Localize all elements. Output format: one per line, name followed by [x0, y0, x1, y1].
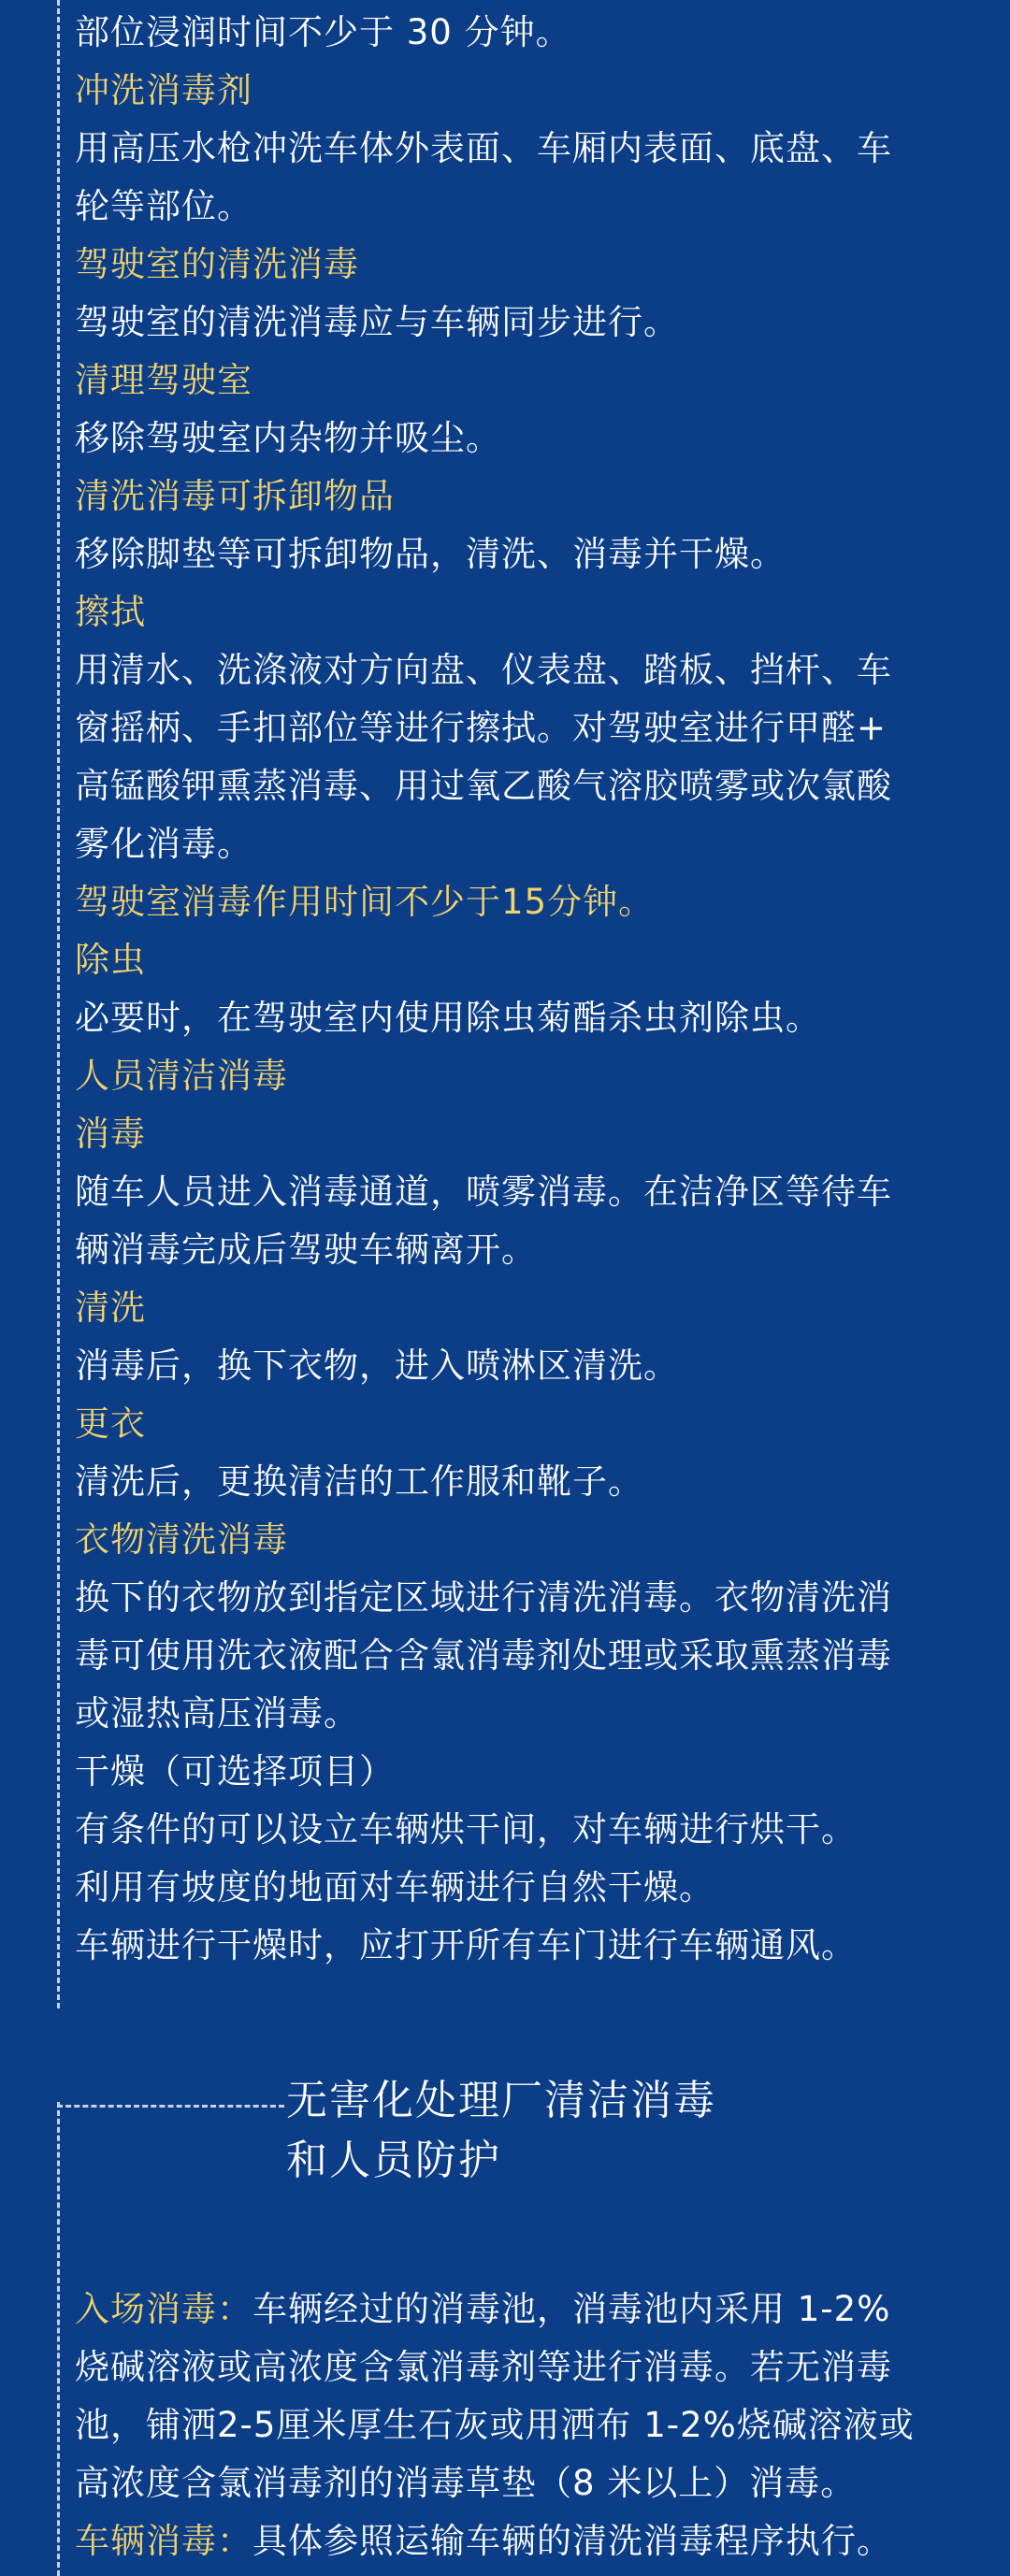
subheading-line: 擦拭	[75, 592, 146, 632]
subheading-line: 除虫	[75, 940, 146, 980]
vehicle-disinfection-text: 具体参照运输车辆的清洗消毒程序执行。	[252, 2521, 892, 2561]
body-text-line: 辆消毒完成后驾驶车辆离开。	[75, 1230, 537, 1270]
body-text-line: 用高压水枪冲洗车体外表面、车厢内表面、底盘、车	[75, 128, 892, 168]
subheading-line: 清洗	[75, 1288, 146, 1328]
body-text-line: 有条件的可以设立车辆烘干间，对车辆进行烘干。	[75, 1809, 857, 1849]
body-text-line: 干燥（可选择项目）	[75, 1751, 395, 1792]
entry-disinfection-line-3: 池，铺洒2-5厘米厚生石灰或用洒布 1-2%烧碱溶液或	[75, 2405, 915, 2445]
section-dashed-connector	[57, 2105, 284, 2108]
entry-disinfection-line-2: 烧碱溶液或高浓度含氯消毒剂等进行消毒。若无消毒	[75, 2347, 892, 2387]
body-text-line: 高锰酸钾熏蒸消毒、用过氧乙酸气溶胶喷雾或次氯酸	[75, 766, 892, 806]
body-text-line: 用清水、洗涤液对方向盘、仪表盘、踏板、挡杆、车	[75, 650, 892, 690]
body-text-line: 驾驶室的清洗消毒应与车辆同步进行。	[75, 302, 679, 342]
vehicle-disinfection-line	[75, 2512, 987, 2570]
subheading-line: 清洗消毒可拆卸物品	[75, 476, 395, 516]
body-text-line: 部位浸润时间不少于 30 分钟。	[75, 12, 571, 52]
subheading-line: 人员清洁消毒	[75, 1056, 288, 1096]
plant-disinfection-text-block	[75, 2281, 987, 2570]
body-text-line: 雾化消毒。	[75, 824, 252, 864]
left-dashed-rule-top	[57, 0, 60, 2008]
subheading-line: 消毒	[75, 1114, 146, 1154]
subheading-line: 清理驾驶室	[75, 360, 252, 400]
body-text-line: 移除脚垫等可拆卸物品，清洗、消毒并干燥。	[75, 534, 786, 574]
body-text-line: 利用有坡度的地面对车辆进行自然干燥。	[75, 1867, 714, 1907]
entry-disinfection-text: 车辆经过的消毒池，消毒池内采用 1-2%	[252, 2289, 891, 2329]
subheading-line: 驾驶室消毒作用时间不少于15分钟。	[75, 882, 655, 922]
subheading-line: 冲洗消毒剂	[75, 70, 252, 110]
entry-disinfection-label: 入场消毒：	[75, 2289, 252, 2329]
body-text-line: 窗摇柄、手扣部位等进行擦拭。对驾驶室进行甲醛+	[75, 708, 887, 748]
body-text-line: 消毒后，换下衣物，进入喷淋区清洗。	[75, 1346, 679, 1386]
subheading-line: 更衣	[75, 1403, 146, 1444]
vehicle-disinfection-label: 车辆消毒：	[75, 2521, 252, 2561]
body-text-line: 毒可使用洗衣液配合含氯消毒剂处理或采取熏蒸消毒	[75, 1635, 892, 1676]
entry-disinfection-line-4: 高浓度含氯消毒剂的消毒草垫（8 米以上）消毒。	[75, 2463, 857, 2503]
section-heading	[286, 2071, 716, 2191]
entry-disinfection-line-1	[75, 2281, 987, 2339]
body-text-line: 移除驾驶室内杂物并吸尘。	[75, 418, 501, 458]
body-text-line: 轮等部位。	[75, 186, 252, 226]
procedure-text-block	[75, 4, 987, 1975]
body-text-line: 车辆进行干燥时，应打开所有车门进行车辆通风。	[75, 1925, 857, 1965]
body-text-line: 随车人员进入消毒通道，喷雾消毒。在洁净区等待车	[75, 1172, 892, 1212]
body-text-line: 或湿热高压消毒。	[75, 1693, 359, 1734]
section-heading-line-2: 和人员防护	[286, 2137, 501, 2184]
body-text-line: 清洗后，更换清洁的工作服和靴子。	[75, 1461, 643, 1502]
body-text-line: 必要时，在驾驶室内使用除虫菊酯杀虫剂除虫。	[75, 998, 821, 1038]
section-heading-line-1: 无害化处理厂清洁消毒	[286, 2077, 716, 2124]
body-text-line: 换下的衣物放到指定区域进行清洗消毒。衣物清洗消	[75, 1577, 892, 1618]
subheading-line: 衣物清洗消毒	[75, 1519, 288, 1560]
subheading-line: 驾驶室的清洗消毒	[75, 244, 359, 284]
left-dashed-rule-bottom	[57, 2102, 60, 2576]
